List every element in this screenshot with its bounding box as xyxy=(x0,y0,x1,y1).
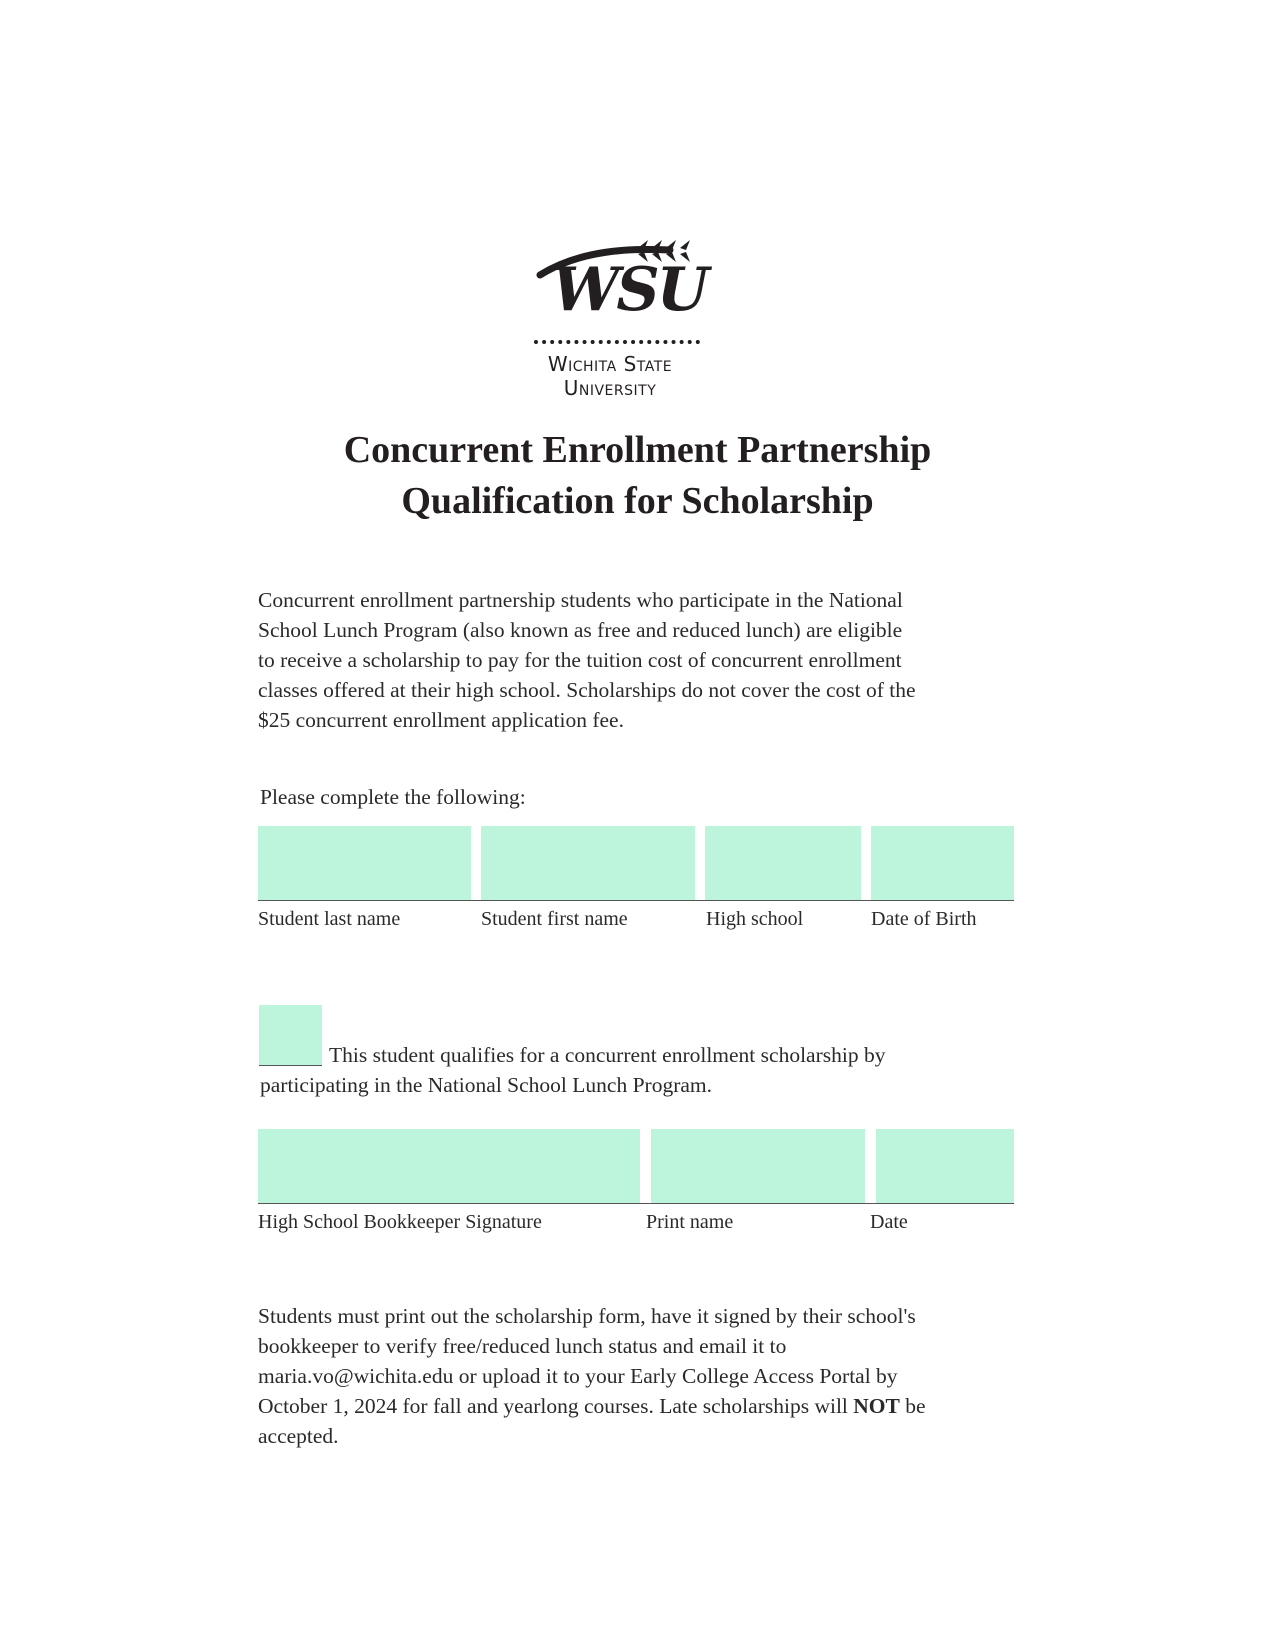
date-of-birth-label: Date of Birth xyxy=(871,908,977,930)
print-name-label: Print name xyxy=(646,1211,734,1233)
intro-line: to receive a scholarship to pay for the tuition cost of concurrent enrollment xyxy=(258,648,902,672)
student-last-name-label: Student last name xyxy=(258,908,401,930)
signature-date-field[interactable] xyxy=(876,1129,1014,1204)
qualification-statement xyxy=(260,1040,1020,1100)
page-title-line1: Concurrent Enrollment Partnership xyxy=(343,429,932,471)
bookkeeper-signature-label: High School Bookkeeper Signature xyxy=(258,1211,542,1233)
submission-instructions xyxy=(258,1301,1018,1451)
print-name-field[interactable] xyxy=(651,1129,865,1204)
intro-line: Concurrent enrollment partnership students who participate in the National xyxy=(258,588,903,612)
footer-text: be xyxy=(899,1394,926,1418)
qualification-line: participating in the National School Lunch Program. xyxy=(260,1073,712,1097)
bookkeeper-signature-field[interactable] xyxy=(258,1129,640,1204)
logo-wordmark: WSU xyxy=(552,255,707,325)
footer-line xyxy=(258,1391,1018,1421)
student-first-name-field[interactable] xyxy=(481,826,695,901)
student-first-name-label: Student first name xyxy=(481,908,628,930)
intro-line: $25 concurrent enrollment application fee. xyxy=(258,708,624,732)
footer-line: bookkeeper to verify free/reduced lunch status and email it to xyxy=(258,1334,787,1358)
high-school-field[interactable] xyxy=(705,826,861,901)
logo-name-line1: Wichita State xyxy=(547,352,673,376)
student-last-name-field[interactable] xyxy=(258,826,471,901)
form-instructions: Please complete the following: xyxy=(260,785,526,809)
high-school-label: High school xyxy=(706,908,804,930)
logo-dotted-rule xyxy=(534,340,700,348)
wsu-logo xyxy=(520,240,707,410)
intro-line: School Lunch Program (also known as free and reduced lunch) are eligible xyxy=(258,618,903,642)
page-title-line2: Qualification for Scholarship xyxy=(401,480,874,522)
footer-text: October 1, 2024 for fall and yearlong courses. Late scholarships will xyxy=(258,1394,854,1418)
field-underline xyxy=(861,900,871,901)
signature-date-label: Date xyxy=(870,1211,908,1233)
qualification-line: This student qualifies for a concurrent enrollment scholarship by xyxy=(329,1043,886,1067)
footer-line: maria.vo@wichita.edu or upload it to your Early College Access Portal by xyxy=(258,1364,898,1388)
date-of-birth-field[interactable] xyxy=(871,826,1014,901)
logo-name-line2: University xyxy=(563,376,657,400)
intro-line: classes offered at their high school. Scholarships do not cover the cost of the xyxy=(258,678,916,702)
footer-line: accepted. xyxy=(258,1424,339,1448)
field-underline xyxy=(695,900,705,901)
field-underline xyxy=(865,1203,876,1204)
emphasis-not: NOT xyxy=(853,1394,900,1418)
footer-line: Students must print out the scholarship form, have it signed by their school's xyxy=(258,1304,916,1328)
intro-paragraph xyxy=(258,585,1018,735)
field-underline xyxy=(471,900,481,901)
field-underline xyxy=(640,1203,651,1204)
